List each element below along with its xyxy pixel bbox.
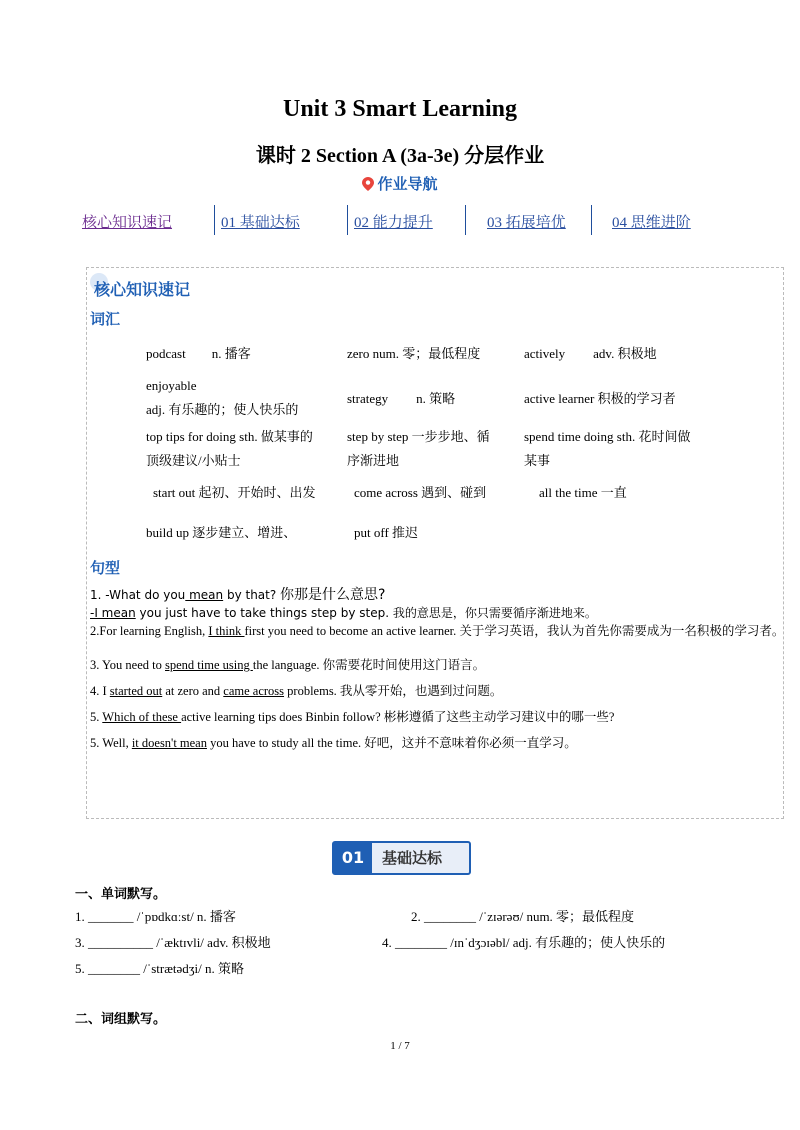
- section-number: 01: [334, 843, 372, 873]
- sentence-4: 4. I started out at zero and came across problems. 我从零开始，也遇到过问题。: [90, 684, 503, 698]
- section-label: 基础达标: [382, 849, 443, 867]
- exercise-item: 3. __________ /ˈæktɪvli/ adv. 积极地: [75, 935, 271, 950]
- vocab-cell: top tips for doing sth. 做某事的 顶级建议/小贴士: [146, 429, 313, 468]
- sentence-1: 1. -What do you mean by that? 你那是什么意思?: [90, 587, 386, 603]
- exercise-2-heading: 二、词组默写。: [75, 1012, 167, 1027]
- sentence-1b: -I mean you just have to take things step by step. 我的意思是，你只需要循序渐进地来。: [90, 606, 597, 620]
- exercise-1-heading: 一、单词默写。: [75, 887, 167, 902]
- vocab-cell: podcast n. 播客: [146, 346, 251, 361]
- section-01-badge: [332, 841, 471, 875]
- vocab-cell: come across 遇到、碰到: [354, 485, 487, 500]
- vocab-cell: active learner 积极的学习者: [524, 391, 676, 406]
- page-subtitle: 课时 2 Section A (3a-3e) 分层作业: [255, 145, 545, 167]
- exercise-item: 5. ________ /ˈstrætədʒi/ n. 策略: [75, 961, 244, 976]
- vocab-cell: zero num. 零；最低程度: [347, 346, 481, 361]
- vocab-cell: actively adv. 积极地: [524, 346, 657, 361]
- nav-link-01[interactable]: 01 基础达标: [221, 215, 300, 231]
- nav-link-03[interactable]: 03 拓展培优: [487, 215, 566, 231]
- nav-link-04[interactable]: 04 思维进阶: [612, 215, 691, 231]
- nav-heading: 作业导航: [0, 173, 800, 194]
- sentence-3: 3. You need to spend time using the language. 你需要花时间使用这门语言。: [90, 658, 486, 672]
- location-pin-icon: [362, 177, 374, 191]
- vocab-cell: step by step 一步步地、循 序渐进地: [347, 429, 490, 468]
- nav-divider: [591, 205, 592, 235]
- exercise-item: 4. ________ /ɪnˈdʒɔɪəbl/ adj. 有乐趣的；使人快乐的: [382, 935, 666, 950]
- nav-divider: [465, 205, 466, 235]
- nav-divider: [214, 205, 215, 235]
- pattern-heading: 句型: [90, 559, 121, 577]
- sentence-2: 2.For learning English, I think first you need to become an active learner. 关于学习英语，我认为首先你需要成为一名积极的学习者。: [90, 624, 785, 638]
- vocab-cell: strategy n. 策略: [347, 391, 456, 406]
- vocab-cell: spend time doing sth. 花时间做 某事: [524, 429, 691, 468]
- sentence-5: 5. Which of these active learning tips does Binbin follow? 彬彬遵循了这些主动学习建议中的哪一些?: [90, 710, 615, 724]
- exercise-item: 1. _______ /ˈpɒdkɑːst/ n. 播客: [75, 909, 236, 924]
- vocab-cell: enjoyable adj. 有乐趣的；使人快乐的: [146, 378, 299, 417]
- sentence-6: 5. Well, it doesn't mean you have to study all the time. 好吧，这并不意味着你必须一直学习。: [90, 736, 577, 750]
- page-number: 1 / 7: [390, 1040, 410, 1052]
- core-heading: 核心知识速记: [94, 280, 191, 299]
- page-title: Unit 3 Smart Learning: [283, 96, 517, 122]
- vocab-heading: 词汇: [90, 310, 121, 328]
- vocab-cell: build up 逐步建立、增进、: [146, 525, 297, 540]
- nav-link-02[interactable]: 02 能力提升: [354, 215, 433, 231]
- nav-divider: [347, 205, 348, 235]
- vocab-cell: start out 起初、开始时、出发: [153, 485, 316, 500]
- exercise-item: 2. ________ /ˈzɪərəʊ/ num. 零；最低程度: [411, 909, 635, 924]
- vocab-cell: put off 推迟: [354, 525, 419, 540]
- vocab-cell: all the time 一直: [539, 485, 627, 500]
- nav-link-core[interactable]: 核心知识速记: [82, 215, 173, 231]
